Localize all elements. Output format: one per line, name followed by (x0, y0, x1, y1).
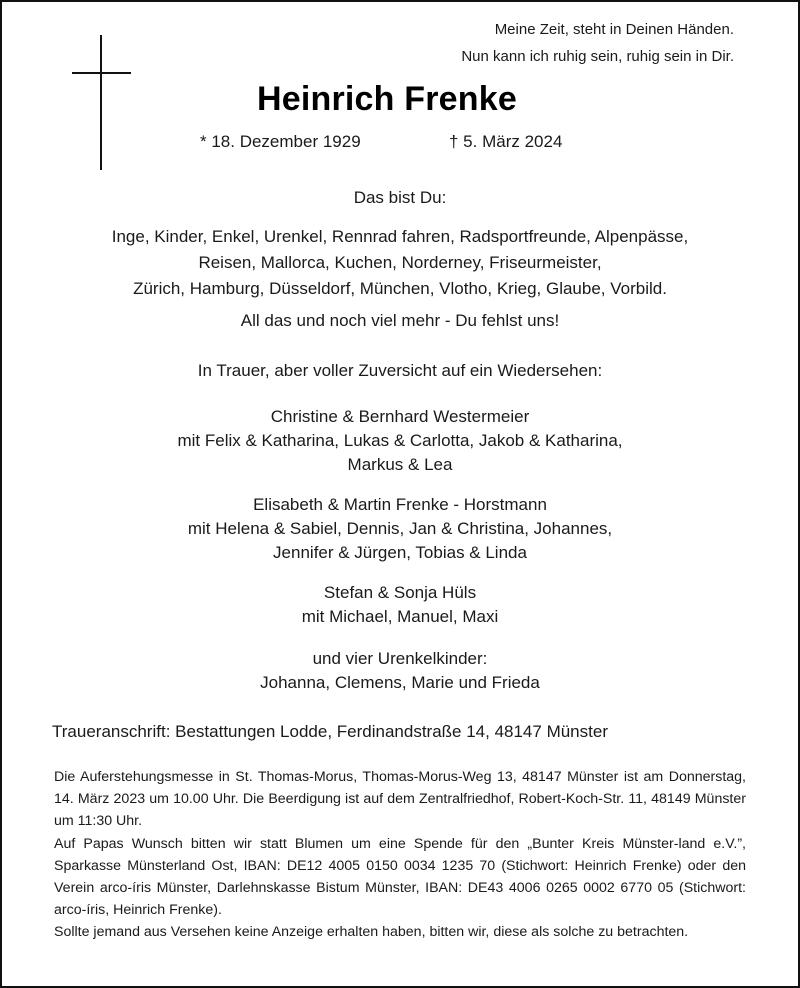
tribute-line: Reisen, Mallorca, Kuchen, Norderney, Friseurmeister, (198, 253, 602, 272)
tribute-line: Zürich, Hamburg, Düsseldorf, München, Vlotho, Krieg, Glaube, Vorbild. (133, 279, 667, 298)
mourner-line: mit Helena & Sabiel, Dennis, Jan & Christina, Johannes, (187, 519, 613, 538)
birth-date: * 18. Dezember 1929 (200, 132, 361, 151)
mourner-line: Markus & Lea (347, 455, 453, 474)
cross-horizontal-bar (72, 72, 131, 74)
mourner-line: Jennifer & Jürgen, Tobias & Linda (273, 543, 527, 562)
motto-line: Nun kann ich ruhig sein, ruhig sein in Dir. (461, 48, 734, 65)
donation-request: Auf Papas Wunsch bitten wir statt Blumen um eine Spende für den „Bunter Kreis Münster-land e.V.”, Sparkasse Münsterland Ost, IBAN: DE12 4005 0150 0034 1235 70 (Stichwort: Heinrich Frenke) oder den Verein arco-íris Münster, Darlehnskasse Bistum Münster, IBAN: DE43 4006 0265 0002 6770 05 (Stichwort: arco-íris, Heinrich Frenke). (54, 835, 746, 919)
mourner-line: mit Felix & Katharina, Lukas & Carlotta, Jakob & Katharina, (177, 431, 623, 450)
mourning-address: Traueranschrift: Bestattungen Lodde, Ferdinandstraße 14, 48147 Münster (52, 722, 608, 741)
death-date: † 5. März 2024 (449, 132, 563, 151)
mourner-line: und vier Urenkelkinder: (312, 649, 488, 668)
service-details: Die Auferstehungsmesse in St. Thomas-Morus, Thomas-Morus-Weg 13, 48147 Münster ist am Donnerstag, 14. März 2023 um 10.00 Uhr. Die Beerdigung ist auf dem Zentralfriedhof, Robert-Koch-Str. 11, 48149 Münster um 11:30 Uhr. (54, 769, 746, 830)
mourner-group (2, 647, 798, 695)
service-notes (54, 766, 746, 944)
mourner-group (2, 493, 798, 565)
mourner-line: mit Michael, Manuel, Maxi (301, 607, 499, 626)
mourner-group (2, 405, 798, 477)
motto-line: Meine Zeit, steht in Deinen Händen. (494, 21, 734, 38)
mourner-group (2, 581, 798, 629)
motto-verse (461, 16, 734, 70)
mourner-line: Christine & Bernhard Westermeier (270, 407, 530, 426)
mourner-line: Stefan & Sonja Hüls (323, 583, 477, 602)
deceased-name: Heinrich Frenke (257, 80, 517, 118)
tribute-heading: Das bist Du: (353, 188, 447, 207)
tribute-list (2, 224, 798, 302)
mourners-intro: In Trauer, aber voller Zuversicht auf ein Wiedersehen: (197, 361, 603, 380)
tribute-closing: All das und noch viel mehr - Du fehlst uns! (240, 311, 560, 330)
mourner-line: Elisabeth & Martin Frenke - Horstmann (253, 495, 547, 514)
tribute-line: Inge, Kinder, Enkel, Urenkel, Rennrad fahren, Radsportfreunde, Alpenpässe, (111, 227, 689, 246)
disclaimer: Sollte jemand aus Versehen keine Anzeige erhalten haben, bitten wir, diese als solche zu betrachten. (54, 924, 689, 941)
mourner-line: Johanna, Clemens, Marie und Frieda (260, 673, 540, 692)
